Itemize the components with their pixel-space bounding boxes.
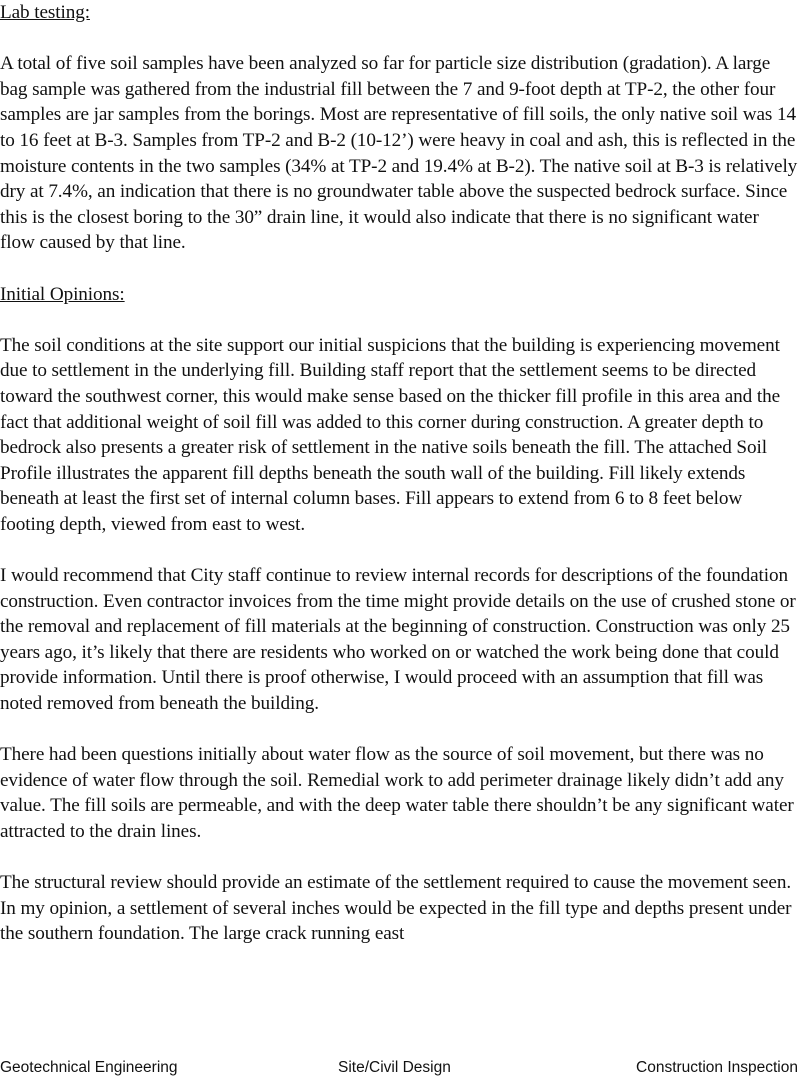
footer-left-text: Geotechnical Engineering xyxy=(0,1059,178,1076)
paragraph-soil-conditions: The soil conditions at the site support our initial suspicions that the building is experiencing movement due to settlement in the underlying fill. Building staff report that the settlement seems to be directed toward the southwest corner, this would make sense based on the thicker fill profile in this area and the fact that additional weight of soil fill was added to this corner during construction. A greater depth to bedrock also presents a greater risk of settlement in the native soils beneath the fill. The attached Soil Profile illustrates the apparent fill depths beneath the south wall of the building. Fill likely extends beneath at least the first set of internal column bases. Fill appears to extend from 6 to 8 feet below footing depth, viewed from east to west. xyxy=(0,334,780,535)
paragraph-lab-testing: A total of five soil samples have been analyzed so far for particle size distribution (gradation). A large bag sample was gathered from the industrial fill between the 7 and 9-foot depth at TP-2, the other four samples are jar samples from the borings. Most are representative of fill soils, the only native soil was 14 to 16 feet at B-3. Samples from TP-2 and B-2 (10-12’) were heavy in coal and ash, this is reflected in the moisture contents in the two samples (34% at TP-2 and 19.4% at B-2). The native soil at B-3 is relatively dry at 7.4%, an indication that there is no groundwater table above the suspected bedrock surface. Since this is the closest boring to the 30” drain line, it would also indicate that there is no significant water flow caused by that line. xyxy=(0,53,798,254)
paragraph-recommendation: I would recommend that City staff continue to review internal records for descriptions of the foundation construction. Even contractor invoices from the time might provide details on the use of crushed stone or the removal and replacement of fill materials at the beginning of construction. Construction was only 25 years ago, it’s likely that there are residents who worked on or watched the work being done that could provide information. Until there is proof otherwise, I would proceed with an assumption that fill was noted removed from beneath the building. xyxy=(0,565,796,715)
footer-center-text: Site/Civil Design xyxy=(338,1059,451,1076)
section-heading-initial-opinions: Initial Opinions: xyxy=(0,283,125,305)
section-heading-lab-testing: Lab testing: xyxy=(0,2,90,23)
paragraph-water-flow: There had been questions initially about water flow as the source of soil movement, but there was no evidence of water flow through the soil. Remedial work to add perimeter drainage likely didn’t add any value. The fill soils are permeable, and with the deep water table there shouldn’t be any significant water attracted to the drain lines. xyxy=(0,744,794,842)
page-footer xyxy=(0,1059,798,1080)
footer-right-text: Construction Inspection xyxy=(636,1059,798,1076)
paragraph-structural-review: The structural review should provide an estimate of the settlement required to cause the movement seen. In my opinion, a settlement of several inches would be expected in the fill type and depths present under the southern foundation. The large crack running east xyxy=(0,872,792,945)
